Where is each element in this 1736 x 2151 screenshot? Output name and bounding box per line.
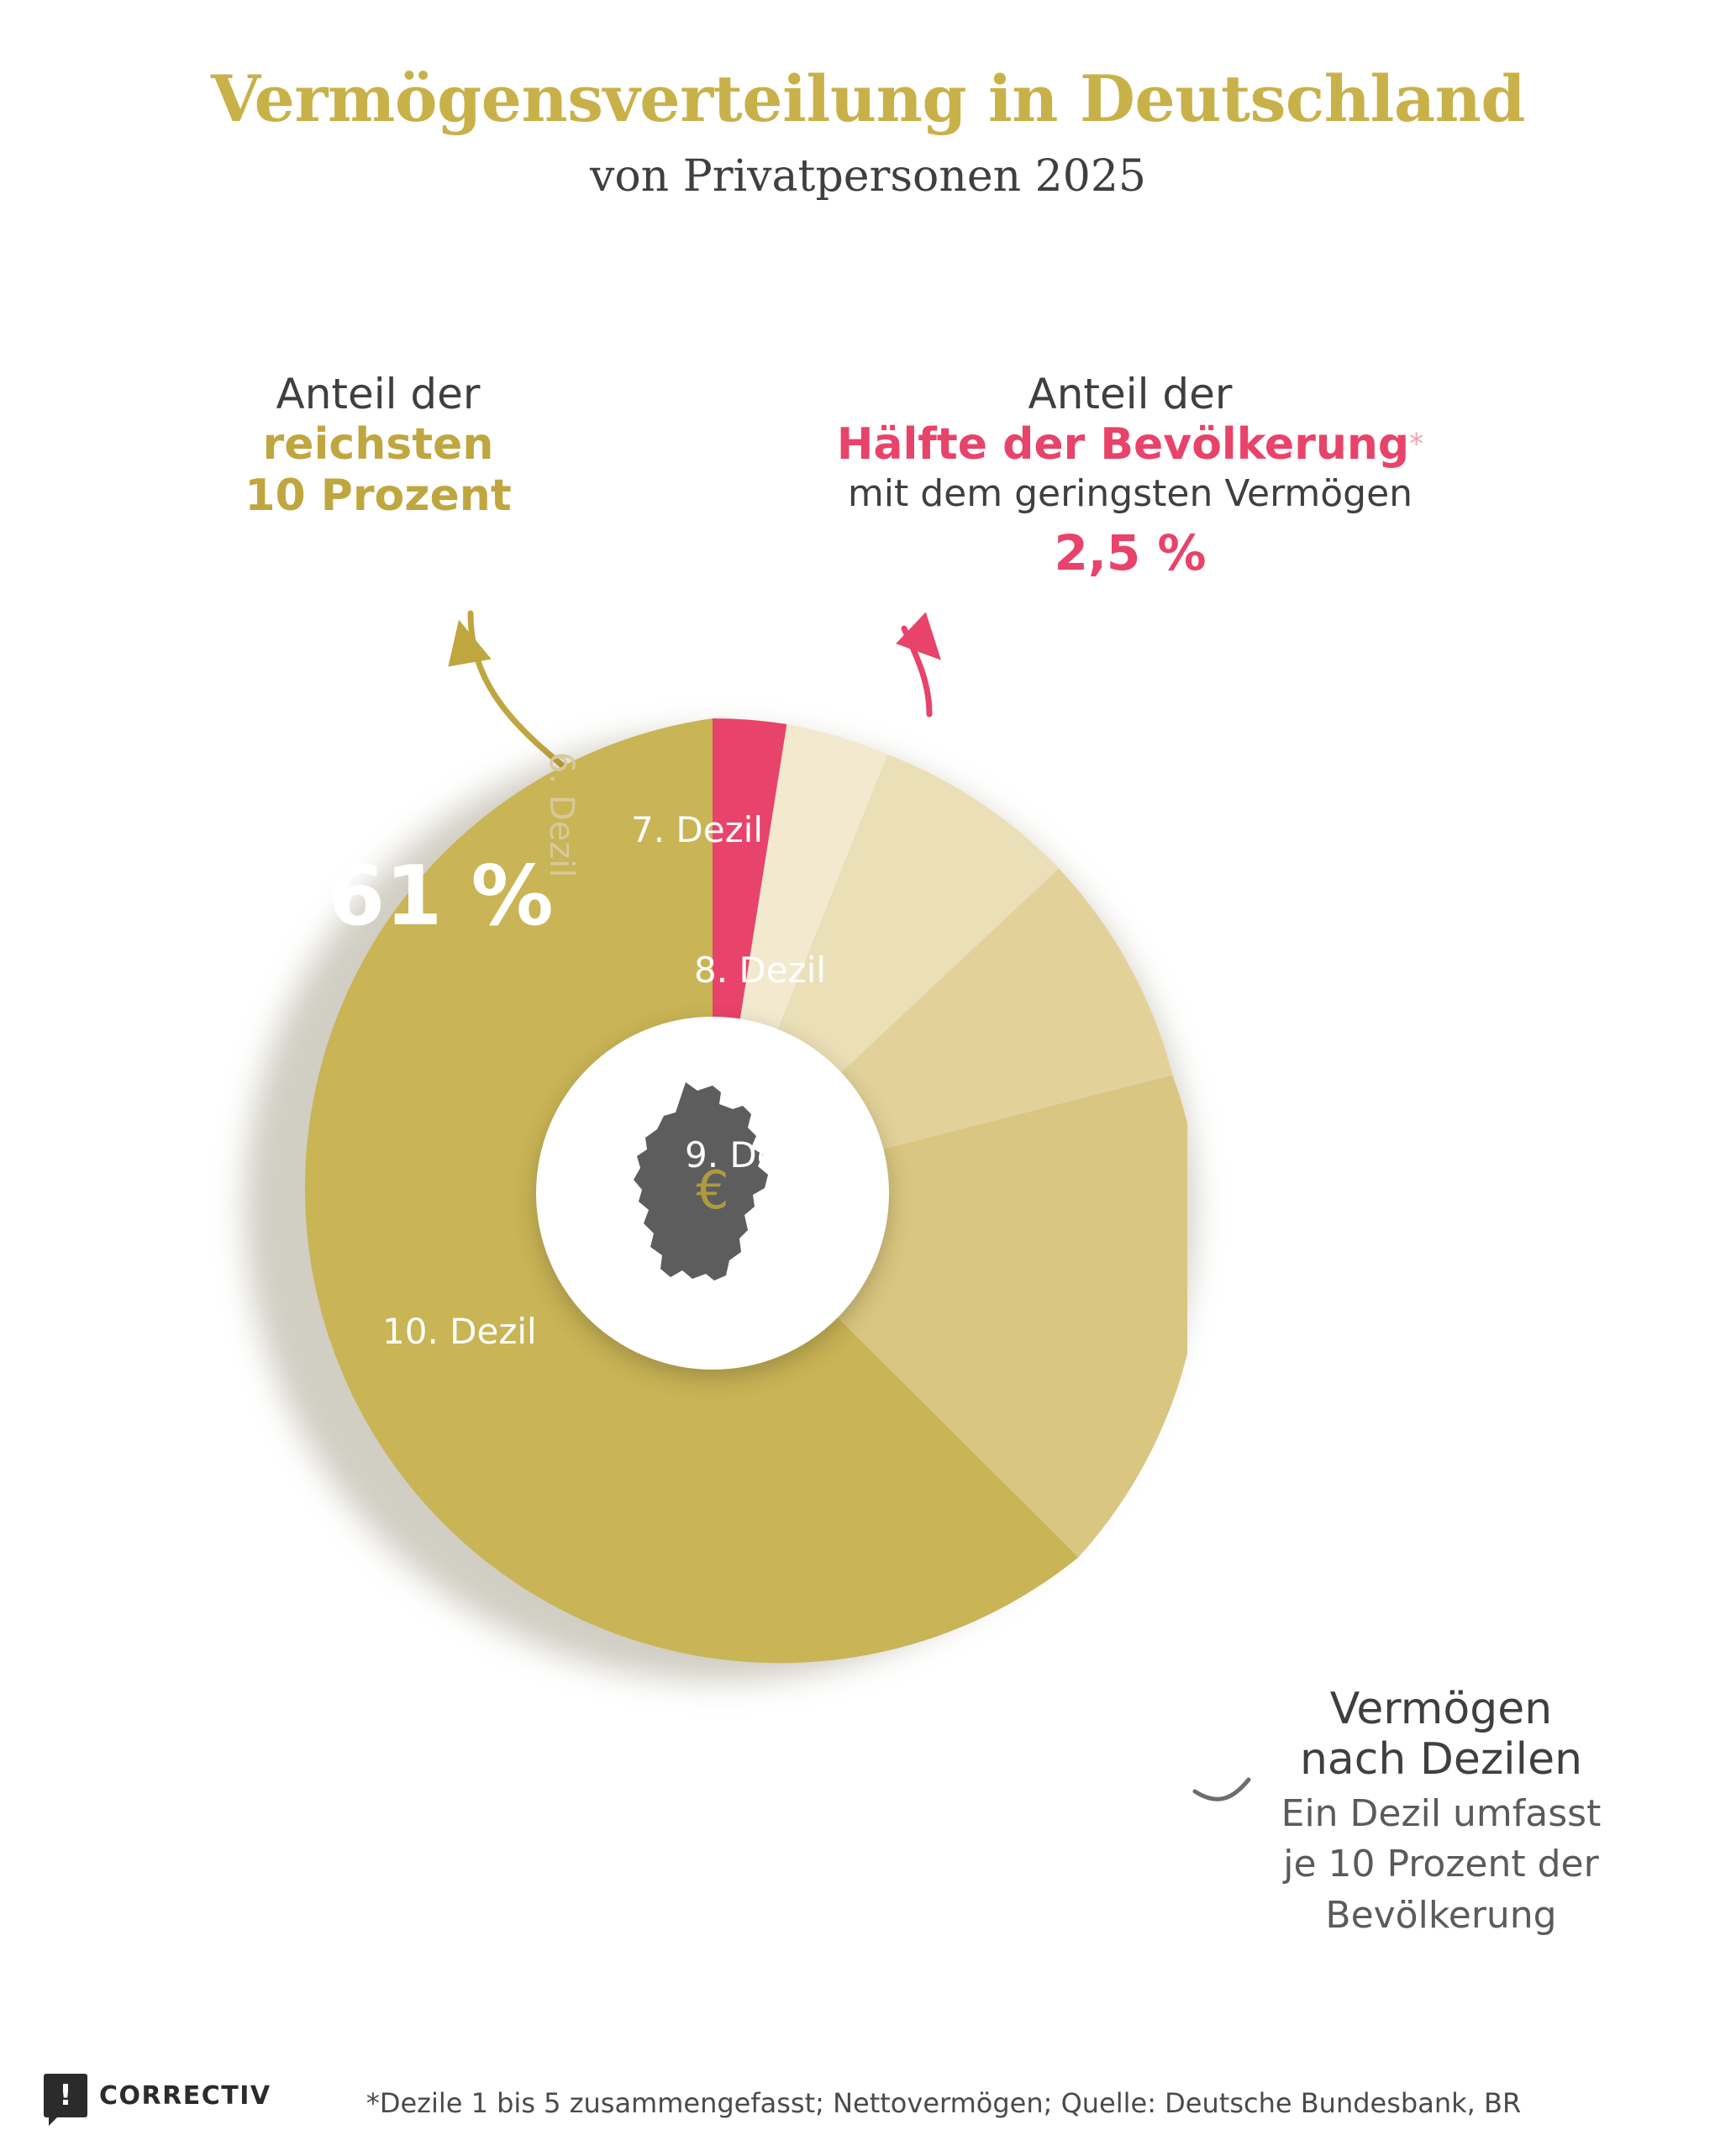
callout-left-line1: Anteil der	[276, 370, 481, 418]
logo-mark-icon	[44, 2074, 87, 2117]
slice-label-dezil-8: 8. Dezil	[694, 949, 826, 991]
annotation-sub-line1: Ein Dezil umfasst	[1281, 1791, 1602, 1835]
callout-left-line2a: reichsten	[262, 419, 494, 470]
annotation-sub-line3: Bevölkerung	[1325, 1894, 1557, 1938]
callout-poorest-half	[781, 370, 1479, 582]
annotation-deciles	[1244, 1685, 1639, 1938]
page-title: Vermögensverteilung in Deutschland	[211, 61, 1525, 136]
arrow-head-gold	[439, 615, 492, 669]
callout-richest-decile	[151, 370, 605, 523]
annotation-sub-line2: je 10 Prozent der	[1283, 1843, 1599, 1886]
page-subtitle: von Privatpersonen 2025	[590, 150, 1146, 202]
annotation-head-line1: Vermögen	[1329, 1684, 1553, 1734]
germany-map-icon	[587, 1067, 839, 1319]
header	[0, 61, 1736, 202]
center-hub	[536, 1017, 889, 1370]
logo-text: CORRECTIV	[99, 2080, 271, 2111]
callout-right-line1: Anteil der	[1028, 370, 1233, 418]
callout-right-line3: mit dem geringsten Vermögen	[847, 472, 1413, 516]
callout-right-value: 2,5 %	[1054, 524, 1207, 582]
arrow-to-pink-slice	[904, 628, 929, 714]
slice-label-dezil-9: 9. Dezil	[685, 1134, 817, 1175]
highlight-percentage: 61 %	[328, 849, 554, 944]
annotation-head-line2: nach Dezilen	[1299, 1733, 1583, 1785]
slice-label-dezil-7: 7. Dezil	[631, 809, 763, 850]
footnote-asterisk: *	[1409, 427, 1424, 461]
slice-label-dezil-6: 6. Dezil	[542, 752, 581, 878]
annotation-connector	[1195, 1780, 1249, 1799]
callout-left-line2b: 10 Prozent	[245, 471, 512, 522]
arrow-head-pink	[895, 608, 948, 660]
footnote: *Dezile 1 bis 5 zusammengefasst; Nettovermögen; Quelle: Deutsche Bundesbank, BR	[366, 2087, 1522, 2119]
callout-right-line2: Hälfte der Bevölkerung	[836, 419, 1410, 470]
slice-label-dezil-10: 10. Dezil	[382, 1311, 537, 1352]
euro-symbol: €	[696, 1160, 729, 1221]
correctiv-logo	[44, 2074, 271, 2117]
